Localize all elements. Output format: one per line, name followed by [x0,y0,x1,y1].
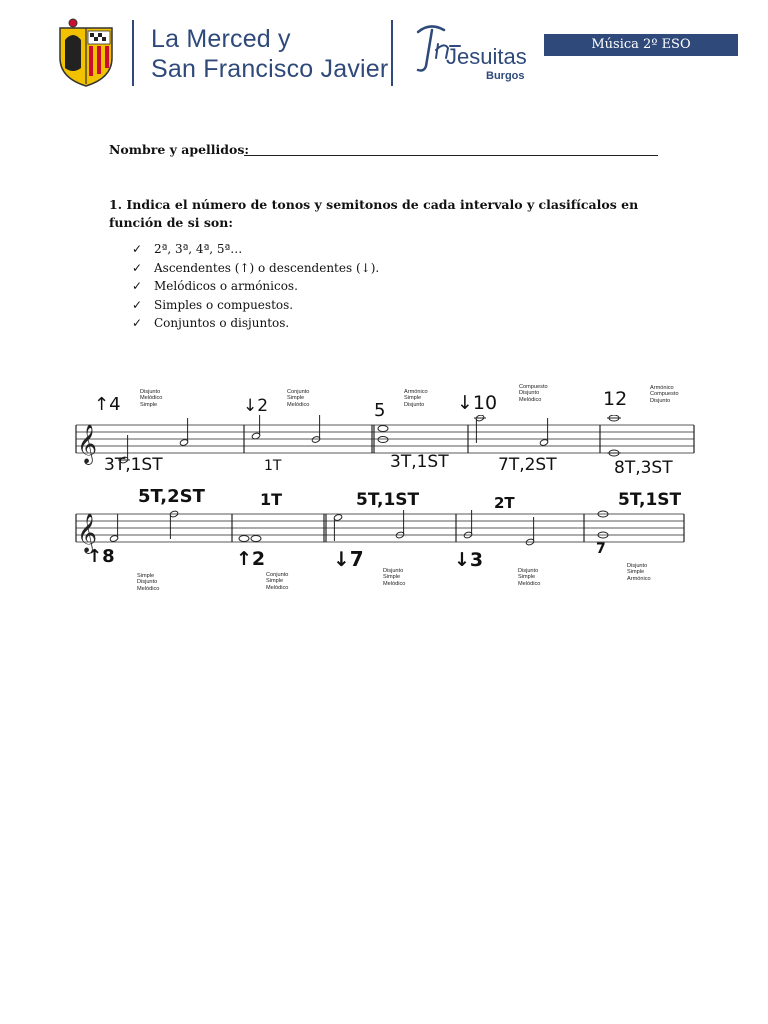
check-icon: ✓ [132,260,143,275]
handwritten-tones: 3T,1ST [390,452,449,472]
music-staff-row1 [70,415,700,465]
header-divider-right [391,20,393,86]
handwritten-interval: ↓7 [333,547,364,571]
jesuitas-city: Burgos [486,70,525,82]
jesuitas-logo [412,18,532,84]
handwritten-interval: ↑2 [236,548,266,570]
jesuitas-word: Jesuitas [446,44,527,69]
handwritten-interval: ↑8 [87,546,115,567]
handwritten-interval: ↑4 [94,394,121,415]
list-item: ✓ Ascendentes (↑) o descendentes (↓). [132,259,379,278]
handwritten-tones: 5T,2ST [138,486,205,507]
school-name-line2: San Francisco Javier [151,55,389,83]
handwritten-tones: 5T,1ST [356,490,420,510]
interval-classification-label: Simple Disjunto Melódico [137,573,160,592]
check-icon: ✓ [132,316,143,330]
handwritten-tones: 1T [264,458,282,474]
interval-classification-label: Disjunto Simple Melódico [518,568,541,587]
handwritten-tones: 8T,3ST [614,458,673,478]
criteria-list [132,240,379,333]
treble-clef-icon: 𝄞 [77,424,98,464]
handwritten-interval: ↓10 [457,392,498,414]
interval-classification-label: Armónico Compuesto Disjunto [650,385,679,404]
interval-classification-label: Armónico Simple Disjunto [404,389,428,408]
handwritten-tones: 7T,2ST [498,455,557,475]
question-title: 1. Indica el número de tonos y semitonos de cada intervalo y clasifícalos en función de si son: [109,197,639,230]
handwritten-tones: 1T [260,490,283,509]
handwritten-interval: 5 [374,400,386,421]
handwritten-interval: 7 [596,541,606,557]
handwritten-interval: ↓3 [454,549,484,571]
school-name-line1: La Merced y [151,25,291,53]
check-icon: ✓ [132,297,143,312]
handwritten-interval: ↓2 [243,396,269,416]
handwritten-interval: 12 [603,388,628,410]
interval-classification-label: Conjunto Simple Melódico [266,572,289,591]
school-logo [56,18,116,88]
handwritten-tones: 3T,1ST [104,455,163,475]
interval-classification-label: Disjunto Melódico Simple [140,389,163,408]
treble-clef-icon: 𝄞 [77,513,98,553]
school-name [151,24,388,84]
interval-classification-label: Disjunto Simple Melódico [383,568,406,587]
list-item: ✓ Conjuntos o disjuntos. [132,314,379,333]
list-item: ✓ Simples o compuestos. [132,296,379,315]
interval-classification-label: Disjunto Simple Armónico [627,563,651,582]
list-item: ✓ 2ª, 3ª, 4ª, 5ª… [132,240,379,259]
list-item: ✓ Melódicos o armónicos. [132,277,379,296]
subject-badge: Música 2º ESO [544,34,738,56]
name-field-line[interactable] [244,155,658,156]
handwritten-tones: 2T [494,494,515,512]
check-icon: ✓ [132,242,143,256]
handwritten-tones: 5T,1ST [618,490,682,510]
check-icon: ✓ [132,279,143,293]
name-field-label: Nombre y apellidos: [109,142,250,157]
interval-classification-label: Conjunto Simple Melódico [287,389,310,408]
interval-classification-label: Compuesto Disjunto Melódico [519,384,548,403]
header-divider-left [132,20,134,86]
